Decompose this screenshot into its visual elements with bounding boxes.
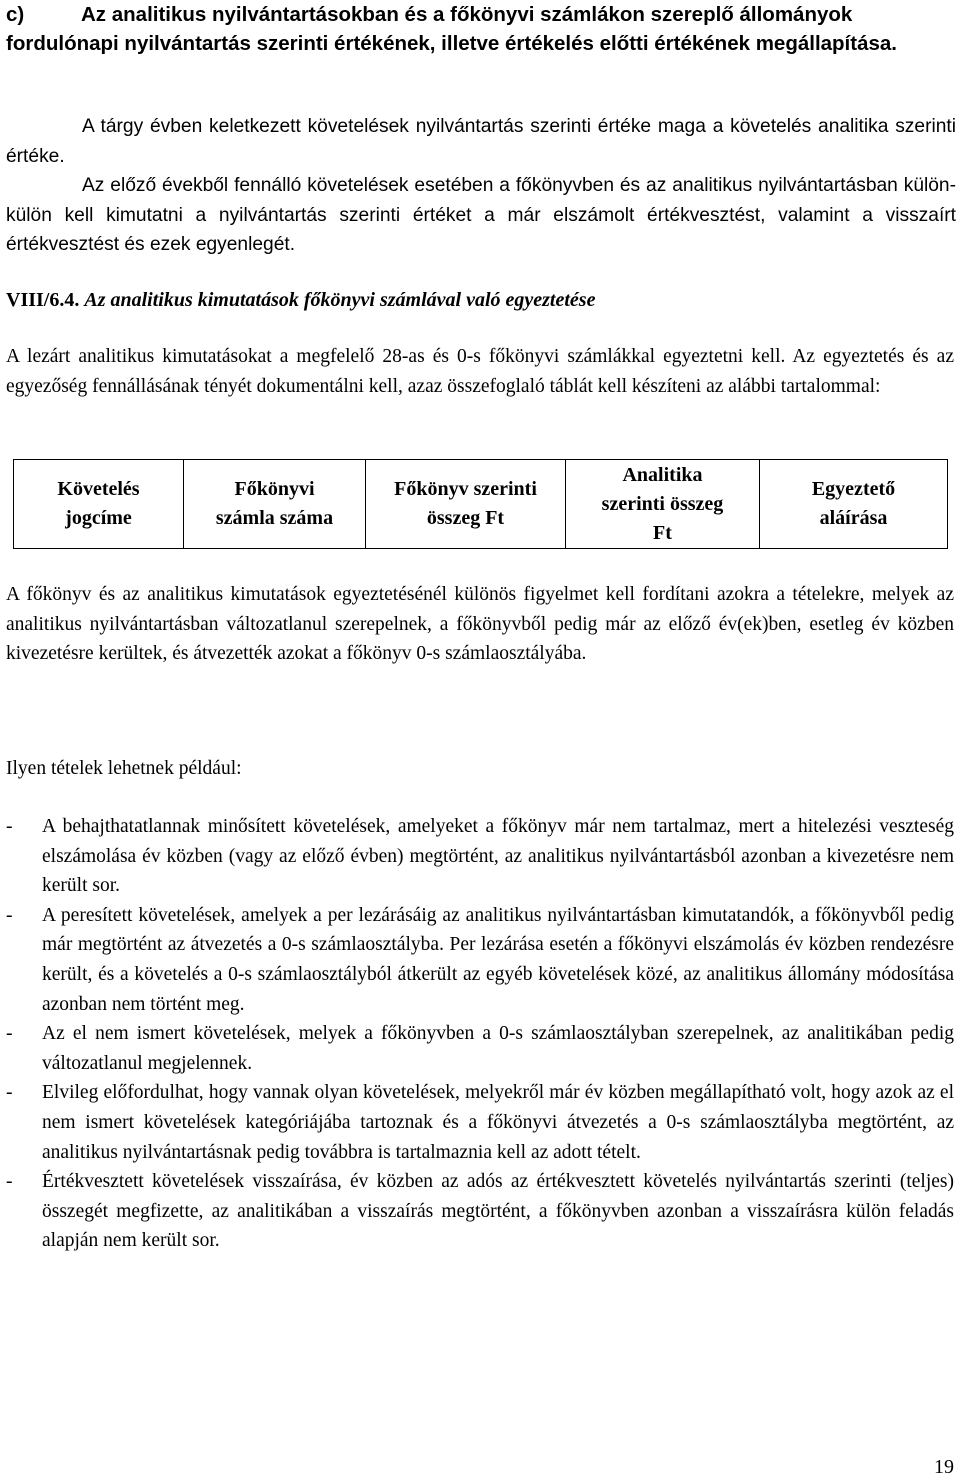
paragraph-prior-year-receivables: Az előző évekből fennálló követelések esetében a főkönyvben és az analitikus nyilvántartásban külön-külön kell kimutatni a nyilvántartás szerinti értéket a már elszámolt értékvesztést, valamint a visszaírt értékvesztést és ezek egyenlegét.: [6, 175, 956, 256]
section-number: VIII/6.4.: [6, 289, 80, 311]
examples-list: [6, 812, 954, 1256]
subsection-heading-text: [6, 0, 956, 58]
list-item-text: A peresített követelések, amelyek a per lezárásáig az analitikus nyilvántartásban kimutatandók, a főkönyvből pedig már megtörtént az átvezetés a 0-s számlaosztályba. Per lezárása esetén a főkönyvi elszámolás év közben rendezésre került, és a követelés a 0-s számlaosztályból átkerült az egyéb követelések közé, az analitikus állomány módosítása azonban nem történt meg.: [42, 904, 954, 1015]
paragraph-current-year-receivables: A tárgy évben keletkezett követelések nyilvántartás szerinti értéke maga a követelés analitika szerinti értéke.: [6, 116, 956, 167]
subsection-heading-c: [6, 0, 956, 58]
subsection-marker: c): [6, 3, 25, 26]
header-line: Főkönyv szerinti: [394, 478, 537, 500]
section-title: Az analitikus kimutatások főkönyvi számlával való egyeztetése: [84, 289, 596, 311]
subsection-heading-rest: fordulónapi nyilvántartás szerinti értékének, illetve értékelés előtti értékének megállapítása.: [6, 32, 897, 55]
list-dash: -: [6, 1082, 13, 1104]
list-item-text: Elvileg előfordulhat, hogy vannak olyan követelések, melyekről már év közben megállapítható volt, hogy azok az el nem ismert követelések kategóriájába tartoznak és a főkönyvi átvezetés a 0-s számlaosztályba megtörtént, az analitikus nyilvántartásnak pedig továbbra is tartalmaznia kell az adott tételt.: [42, 1082, 954, 1163]
header-line: szerinti összeg: [601, 492, 724, 515]
section-heading: [6, 285, 956, 315]
list-item: [6, 812, 954, 901]
table-header-cell: [760, 460, 948, 549]
header-line: aláírása: [819, 507, 888, 529]
list-dash: -: [6, 1023, 13, 1045]
list-dash: -: [6, 1171, 13, 1193]
header-line: Analitika: [622, 463, 703, 486]
header-line: számla száma: [215, 507, 334, 529]
table-header-row: [14, 460, 948, 549]
paragraph-reconciliation-intro: A lezárt analitikus kimutatásokat a megfelelő 28-as és 0-s főkönyvi számlákkal egyeztetni kell. Az egyeztetés és az egyezőség fennállásának tényét dokumentálni kell, azaz összefoglaló táblát kell készíteni az alábbi tartalommal:: [6, 346, 954, 397]
reconciliation-table: [13, 459, 948, 549]
list-item-text: Az el nem ismert követelések, melyek a főkönyvben a 0-s számlaosztályban szerepelnek, az analitikában pedig változatlanul megjelennek.: [42, 1023, 954, 1074]
list-item: [6, 1167, 954, 1256]
header-line: Követelés: [57, 478, 140, 500]
table-header-cell: [366, 460, 566, 549]
list-item-text: A behajthatatlannak minősített követelések, amelyeket a főkönyv már nem tartalmaz, mert a hitelezési veszteség elszámolása év közben (vagy az előző évben) megtörtént, az analitikus nyilvántartásból azonban a kivezetésre nem került sor.: [42, 816, 954, 897]
list-item: [6, 1019, 954, 1078]
table-header-cell: [14, 460, 184, 549]
subsection-heading-line1: Az analitikus nyilvántartásokban és a főkönyvi számlákon szereplő állományok: [81, 3, 853, 26]
list-item: [6, 1078, 954, 1167]
list-item-text: Értékvesztett követelések visszaírása, év közben az adós az értékvesztett követelés nyilvántartás szerinti (teljes) összegét megfizette, az analitikában a visszaírás megtörtént, a főkönyvben azonban a visszaírásra külön feladás alapján nem került sor.: [42, 1171, 954, 1252]
header-line: Egyeztető: [811, 478, 896, 500]
table-header-cell: [566, 460, 760, 549]
header-line: jogcíme: [65, 507, 132, 529]
page-number: 19: [934, 1456, 954, 1478]
list-item: [6, 901, 954, 1019]
list-dash: -: [6, 904, 13, 926]
paragraph-examples-intro: Ilyen tételek lehetnek például:: [6, 758, 242, 779]
header-line: összeg Ft: [426, 507, 505, 529]
table-header-cell: [184, 460, 366, 549]
paragraph-reconciliation-attention: A főkönyv és az analitikus kimutatások egyeztetésénél különös figyelmet kell fordítani azokra a tételekre, melyek az analitikus nyilvántartásban változatlanul szerepelnek, a főkönyvből pedig már az előző év(ek)ben, esetleg év közben kivezetésre kerültek, és átvezették azokat a főkönyv 0-s számlaosztályába.: [6, 584, 954, 665]
header-line: Főkönyvi: [234, 478, 315, 500]
header-line: Ft: [653, 521, 672, 544]
list-dash: -: [6, 816, 13, 837]
